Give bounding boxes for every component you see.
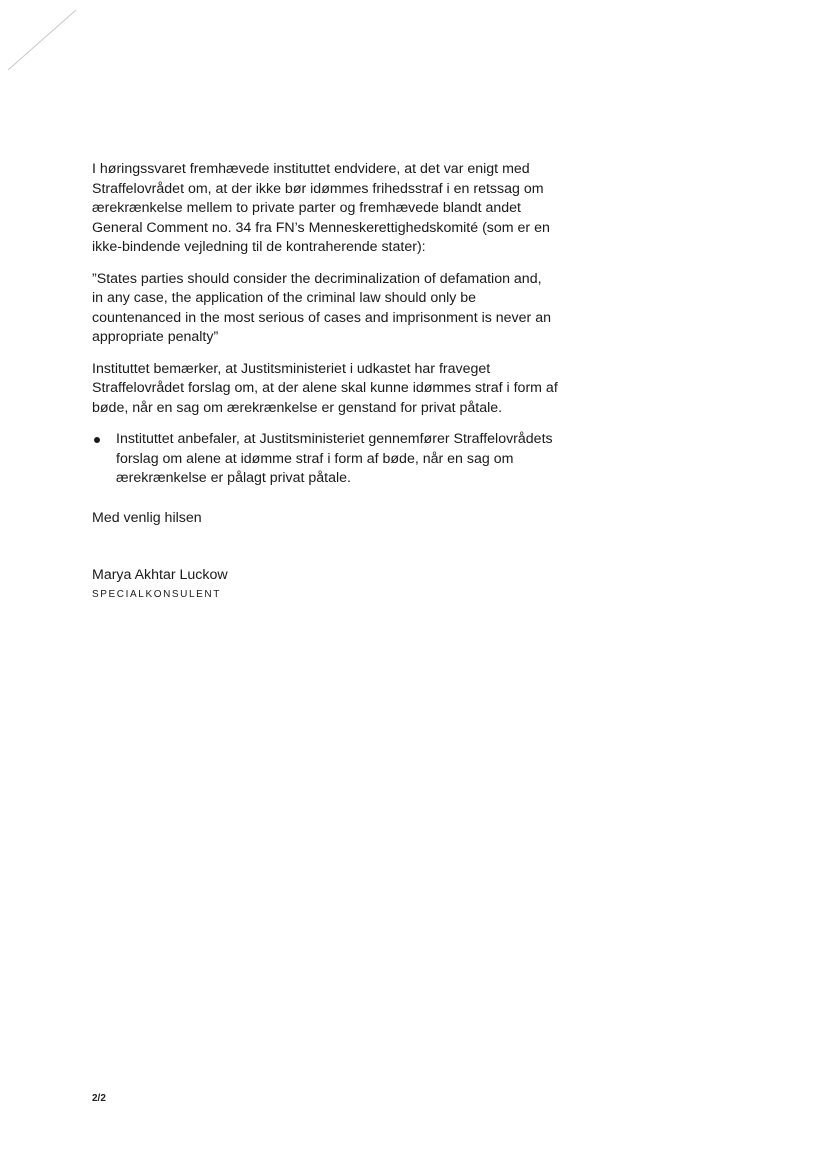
quote-paragraph: ”States parties should consider the decriminalization of defamation and, in any case, the application of the criminal law should only be countenanced in the most serious of cases and imprisonment is never an appropriate penalty” [92,270,551,345]
recommendation-list [92,430,572,489]
signer-title: SPECIALKONSULENT [92,588,221,600]
signer-name: Marya Akhtar Luckow [92,567,228,583]
bullet-icon [94,437,100,443]
remark-paragraph: Instituttet bemærker, at Justitsministeriet i udkastet har fraveget Straffelovrådet forslag om, at der alene skal kunne idømmes straf i form af bøde, når en sag om ærekrænkelse er genstand for privat påtale. [92,360,558,416]
intro-paragraph: I høringssvaret fremhævede instituttet endvidere, at det var enigt med Straffelovrådet om, at der ikke bør idømmes frihedsstraf i en retssag om ærekrænkelse mellem to private parter og fremhævede blandt andet General Comment no. 34 fra FN’s Menneskerettighedskomité (som er en ikke-bindende vejledning til de kontraherende stater): [92,161,550,255]
recommendation-text: Instituttet anbefaler, at Justitsministeriet gennemfører Straffelovrådets forslag om alene at idømme straf i form af bøde, når en sag om ærekrænkelse er pålagt privat påtale. [116,431,553,486]
list-item [92,430,556,489]
corner-line-mark [0,0,90,80]
closing-greeting: Med venlig hilsen [92,509,202,526]
page-number: 2/2 [92,1093,106,1104]
letter-body [92,160,572,602]
